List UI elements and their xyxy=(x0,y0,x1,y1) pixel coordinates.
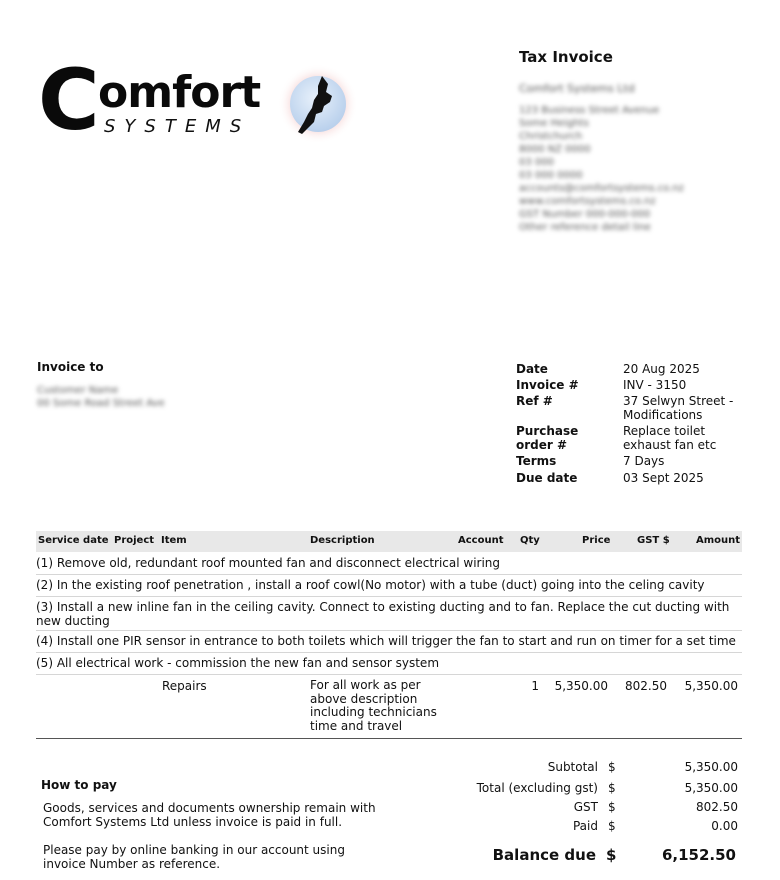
logo-initial: C xyxy=(38,51,100,149)
col-qty: Qty xyxy=(520,535,540,546)
totals-currency: $ xyxy=(608,781,616,795)
col-account: Account xyxy=(458,535,504,546)
meta-label-terms: Terms xyxy=(516,454,557,468)
invoice-to-line: Customer Name xyxy=(37,385,119,396)
col-item: Item xyxy=(161,535,187,546)
invoice-to-address xyxy=(37,384,237,410)
company-address xyxy=(519,104,719,234)
invoice-to-heading: Invoice to xyxy=(37,360,104,374)
table-note: (1) Remove old, redundant roof mounted fan and disconnect electrical wiring xyxy=(36,553,742,575)
meta-label-po: Purchase order # xyxy=(516,424,579,452)
company-line: GST Number 000-000-000 xyxy=(519,209,651,220)
company-line: Christchurch xyxy=(519,131,583,142)
totals-label-gst: GST xyxy=(573,800,598,814)
meta-value-invoice-number: INV - 3150 xyxy=(623,378,687,392)
col-service-date: Service date xyxy=(38,535,109,546)
row-amount: 5,350.00 xyxy=(684,679,738,693)
meta-value-date: 20 Aug 2025 xyxy=(623,362,700,376)
how-to-pay-ownership: Goods, services and documents ownership remain with Comfort Systems Ltd unless invoice is paid in full. xyxy=(43,801,376,829)
totals-value-excl-gst: 5,350.00 xyxy=(684,781,738,795)
table-note: (5) All electrical work - commission the new fan and sensor system xyxy=(36,653,742,675)
company-line: Other reference detail line xyxy=(519,222,651,233)
company-line: Some Heights xyxy=(519,118,589,129)
row-price: 5,350.00 xyxy=(554,679,608,693)
company-line: 123 Business Street Avenue xyxy=(519,105,660,116)
totals-value-gst: 802.50 xyxy=(696,800,738,814)
table-note: (3) Install a new inline fan in the ceiling cavity. Connect to existing ducting and to fan. Replace the cut ducting with new ducting xyxy=(36,597,742,631)
totals-currency: $ xyxy=(608,760,616,774)
table-row xyxy=(36,676,742,739)
meta-value-due-date: 03 Sept 2025 xyxy=(623,471,704,485)
how-to-pay-heading: How to pay xyxy=(41,778,117,792)
how-to-pay-instructions: Please pay by online banking in our account using invoice Number as reference. xyxy=(43,843,345,871)
company-line: 03 000 xyxy=(519,157,554,168)
row-item: Repairs xyxy=(162,679,207,693)
company-line: 8000 NZ 0000 xyxy=(519,144,591,155)
totals-value-paid: 0.00 xyxy=(711,819,738,833)
company-line: www.comfortsystems.co.nz xyxy=(519,196,656,207)
document-title: Tax Invoice xyxy=(519,48,613,66)
meta-value-po: Replace toilet exhaust fan etc xyxy=(623,424,717,452)
meta-label-due-date: Due date xyxy=(516,471,578,485)
totals-currency: $ xyxy=(608,819,616,833)
row-gst: 802.50 xyxy=(625,679,667,693)
meta-value-ref: 37 Selwyn Street - Modifications xyxy=(623,394,734,422)
meta-label-ref: Ref # xyxy=(516,394,553,408)
col-project: Project xyxy=(114,535,155,546)
table-header xyxy=(36,531,742,552)
totals-label-excl-gst: Total (excluding gst) xyxy=(476,781,598,795)
table-note: (2) In the existing roof penetration , install a roof cowl(No motor) with a tube (duct) going into the celing cavity xyxy=(36,575,742,597)
company-line: accounts@comfortsystems.co.nz xyxy=(519,183,684,194)
meta-label-date: Date xyxy=(516,362,548,376)
totals-currency: $ xyxy=(608,800,616,814)
col-gst: GST $ xyxy=(637,535,670,546)
company-name: Comfort Systems Ltd xyxy=(519,82,635,95)
totals-label-paid: Paid xyxy=(572,819,598,833)
balance-due-label: Balance due xyxy=(492,846,596,864)
balance-due-value: 6,152.50 xyxy=(661,846,736,864)
row-qty: 1 xyxy=(531,679,539,693)
col-amount: Amount xyxy=(696,535,741,546)
meta-label-invoice-number: Invoice # xyxy=(516,378,579,392)
company-line: 03 000 0000 xyxy=(519,170,583,181)
col-description: Description xyxy=(310,535,375,546)
balance-due-currency: $ xyxy=(606,846,617,864)
totals-label-subtotal: Subtotal xyxy=(547,760,598,774)
meta-value-terms: 7 Days xyxy=(623,454,665,468)
logo-wordmark: omfort xyxy=(98,67,261,118)
totals-value-subtotal: 5,350.00 xyxy=(684,760,738,774)
invoice-to-line: 00 Some Road Street Ave xyxy=(37,398,165,409)
logo-subtitle: SYSTEMS xyxy=(104,116,251,137)
company-logo xyxy=(38,51,368,158)
row-description: For all work as per above description including technicians time and travel xyxy=(310,678,437,733)
logo-globe-graphic xyxy=(278,62,358,152)
col-price: Price xyxy=(582,535,611,546)
table-note: (4) Install one PIR sensor in entrance to both toilets which will trigger the fan to start and run on timer for a set time xyxy=(36,631,742,653)
